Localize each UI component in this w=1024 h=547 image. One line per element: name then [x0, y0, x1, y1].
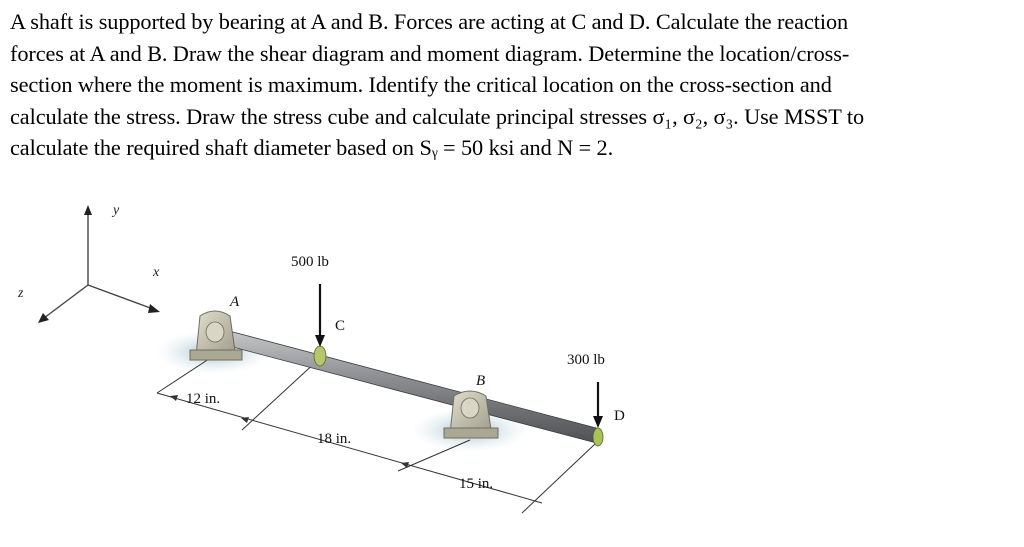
problem-line-5: calculate the required shaft diameter based on Sᵧ = 50 ksi and N = 2. — [10, 135, 614, 160]
collar-c — [314, 346, 326, 366]
shaft — [210, 327, 603, 446]
z-axis-label: z — [18, 286, 24, 301]
point-label-b: B — [476, 373, 486, 389]
load-label-d: 300 lb — [567, 352, 605, 368]
y-axis-label: y — [113, 203, 120, 218]
dimension-label-bd: 15 in. — [459, 476, 494, 492]
coordinate-axes — [17, 203, 160, 323]
problem-line-1: A shaft is supported by bearing at A and B. Forces are acting at C and D. Calculate the reaction — [10, 9, 849, 34]
x-axis-label: x — [153, 265, 160, 280]
dimension-label-ac: 12 in. — [186, 391, 221, 407]
problem-line-4: calculate the stress. Draw the stress cube and calculate principal stresses σ₁, σ₂, σ₃. Use MSST to — [10, 103, 865, 129]
point-label-d: D — [614, 408, 625, 424]
point-label-c: C — [335, 318, 346, 334]
problem-line-2: forces at A and B. Draw the shear diagram and moment diagram. Determine the location/cross- — [10, 40, 850, 66]
point-label-a: A — [230, 294, 240, 310]
load-arrow-c — [315, 284, 325, 347]
dimension-label-cb: 18 in. — [317, 431, 352, 447]
problem-line-3: section where the moment is maximum. Identify the critical location on the cross-section and — [10, 72, 832, 97]
load-label-c: 500 lb — [291, 254, 329, 270]
load-arrow-d — [593, 382, 603, 428]
